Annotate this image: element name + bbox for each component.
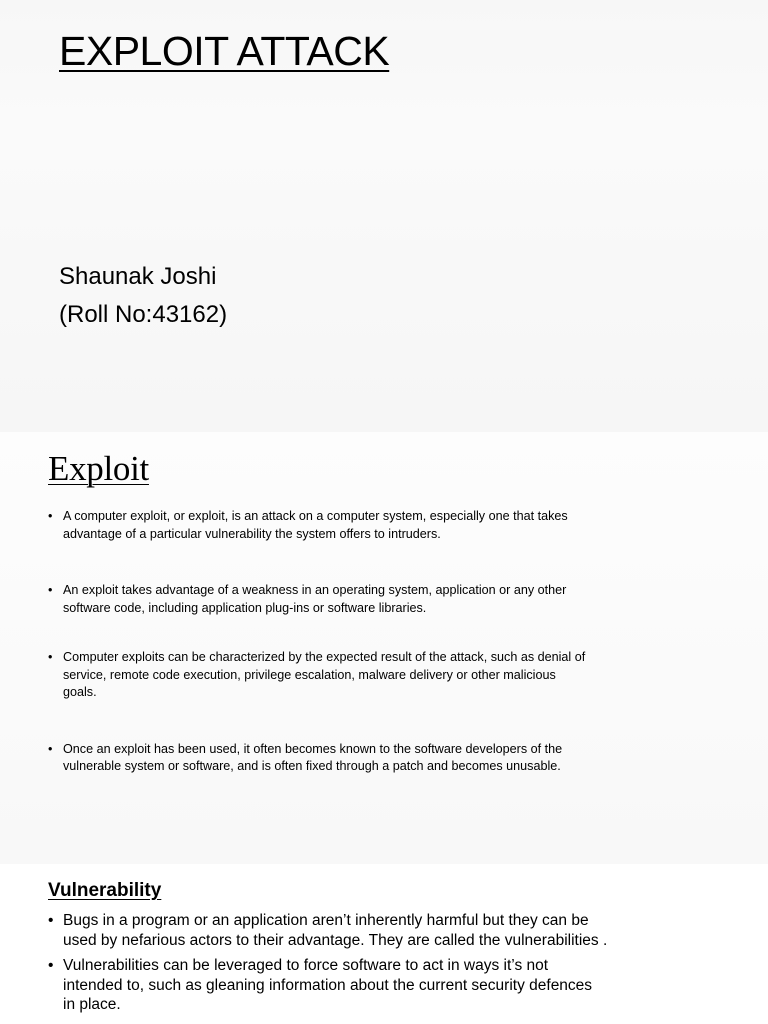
slide-exploit (0, 432, 768, 864)
slide-title (0, 0, 768, 432)
list-item (48, 508, 588, 543)
vulnerability-bullet-list (48, 911, 608, 1021)
author-block (59, 258, 227, 334)
list-item (48, 582, 588, 617)
bullet-text: A computer exploit, or exploit, is an attack on a computer system, especially one that takes advantage of a particular vulnerability the system offers to intruders. (63, 509, 568, 541)
bullet-icon: • (48, 957, 54, 974)
list-item (48, 956, 608, 1015)
bullet-text: Once an exploit has been used, it often becomes known to the software developers of the vulnerable system or software, and is often fixed through a patch and becomes unusable. (63, 741, 563, 773)
list-item (48, 741, 588, 776)
bullet-text: Bugs in a program or an application aren’t inherently harmful but they can be used by nefarious actors to their advantage. They are called the vulnerabilities . (63, 912, 608, 949)
bullet-text: An exploit takes advantage of a weakness in an operating system, application or any other software code, including application plug-ins or software libraries. (63, 583, 567, 615)
vulnerability-heading: Vulnerability (48, 880, 162, 901)
roll-number: (Roll No:43162) (59, 301, 228, 328)
exploit-bullet-list (48, 508, 588, 815)
bullet-text: Computer exploits can be characterized by the expected result of the attack, such as denial of service, remote code execution, privilege escalation, malware delivery or other malicious goals. (63, 650, 586, 699)
bullet-icon: • (48, 583, 53, 597)
bullet-text: Vulnerabilities can be leveraged to force software to act in ways it’s not intended to, such as gleaning information about the current security defences in place. (63, 957, 593, 1013)
author-name: Shaunak Joshi (59, 263, 217, 290)
slide-vulnerability (0, 864, 768, 1024)
bullet-icon: • (48, 912, 54, 929)
list-item (48, 649, 588, 702)
bullet-icon: • (48, 741, 53, 756)
list-item (48, 911, 608, 950)
exploit-heading: Exploit (48, 449, 149, 488)
bullet-icon: • (48, 509, 53, 523)
bullet-icon: • (48, 650, 53, 664)
slide-title-heading: EXPLOIT ATTACK (59, 28, 390, 74)
